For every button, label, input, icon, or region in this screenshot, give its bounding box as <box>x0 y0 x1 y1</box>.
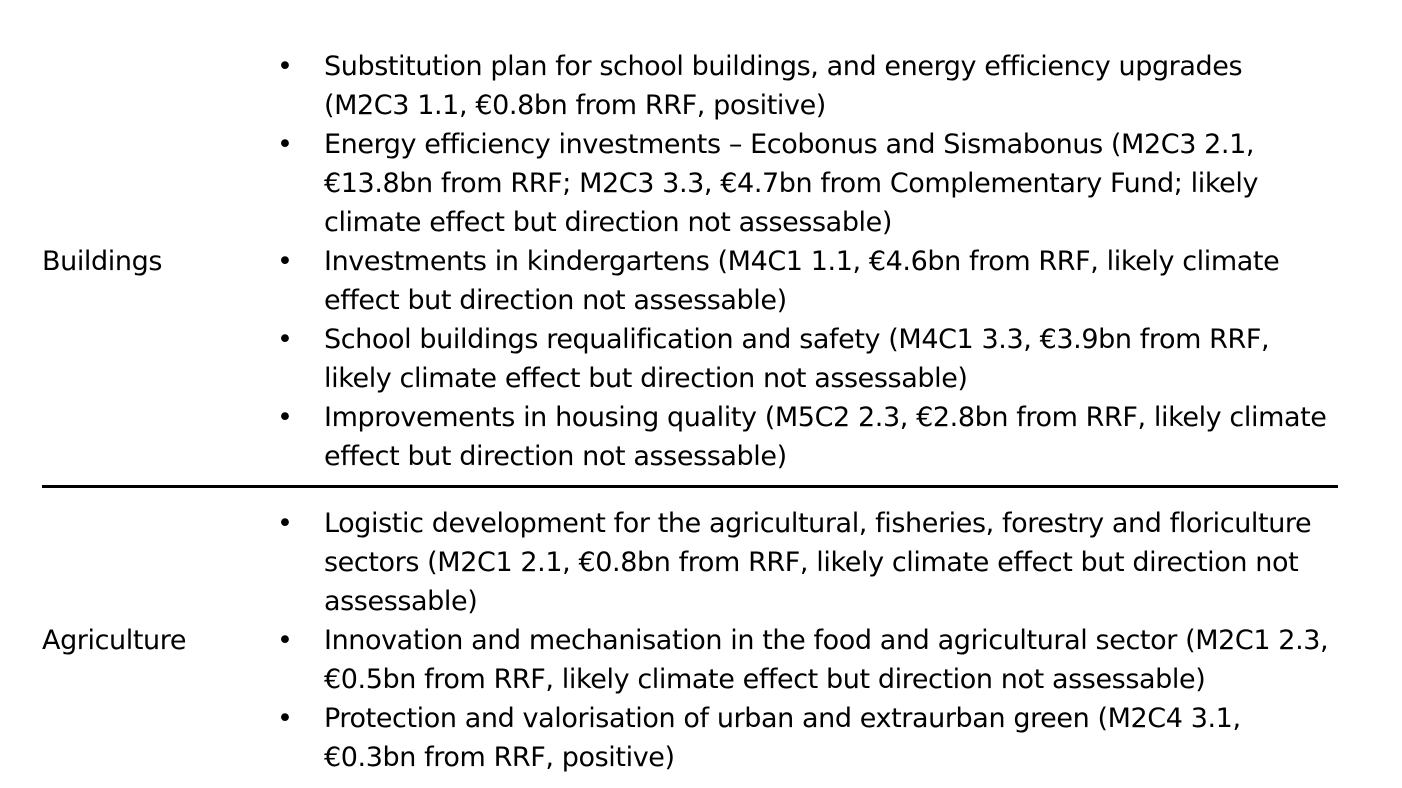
list-item <box>274 320 1338 398</box>
measure-text: Improvements in housing quality (M5C2 2.3, €2.8bn from RRF, likely climate effect but direction not assessable) <box>324 402 1327 472</box>
table-row-buildings <box>42 38 1338 488</box>
list-item <box>274 398 1338 476</box>
measure-text: Substitution plan for school buildings, and energy efficiency upgrades (M2C3 1.1, €0.8bn from RRF, positive) <box>324 51 1243 121</box>
measure-text: School buildings requalification and safety (M4C1 3.3, €3.9bn from RRF, likely climate effect but direction not assessable) <box>324 324 1270 394</box>
bullet-icon: • <box>277 402 293 433</box>
measure-text: Investments in kindergartens (M4C1 1.1, €4.6bn from RRF, likely climate effect but direction not assessable) <box>324 246 1280 316</box>
measure-text: Logistic development for the agricultural, fisheries, forestry and floriculture sectors (M2C1 2.1, €0.8bn from RRF, likely climate effect but direction not assessable) <box>324 507 1312 617</box>
table-row-agriculture <box>42 488 1338 788</box>
bullet-icon: • <box>277 624 293 656</box>
sector-label: Buildings <box>42 246 162 277</box>
sector-label: Agriculture <box>42 624 187 656</box>
list-item <box>274 242 1338 320</box>
bullet-icon: • <box>277 702 293 734</box>
list-item <box>274 699 1338 777</box>
bullet-icon: • <box>277 246 293 277</box>
bullet-icon: • <box>277 51 293 82</box>
measure-text: Innovation and mechanisation in the food and agricultural sector (M2C1 2.3, €0.5bn from RRF, likely climate effect but direction not assessable) <box>324 624 1329 695</box>
bullet-icon: • <box>277 324 293 355</box>
bullet-icon: • <box>277 129 293 160</box>
list-item <box>274 125 1338 242</box>
list-item <box>274 621 1338 699</box>
bullet-icon: • <box>277 507 293 539</box>
measures-table <box>42 38 1338 788</box>
measures-list <box>274 504 1338 777</box>
list-item <box>274 47 1338 125</box>
measures-list <box>274 47 1338 476</box>
measure-text: Energy efficiency investments – Ecobonus and Sismabonus (M2C3 2.1, €13.8bn from RRF; M2C3 3.3, €4.7bn from Complementary Fund; likely climate effect but direction not assessable) <box>324 129 1259 238</box>
measure-text: Protection and valorisation of urban and extraurban green (M2C4 3.1, €0.3bn from RRF, positive) <box>324 702 1241 773</box>
list-item <box>274 504 1338 621</box>
